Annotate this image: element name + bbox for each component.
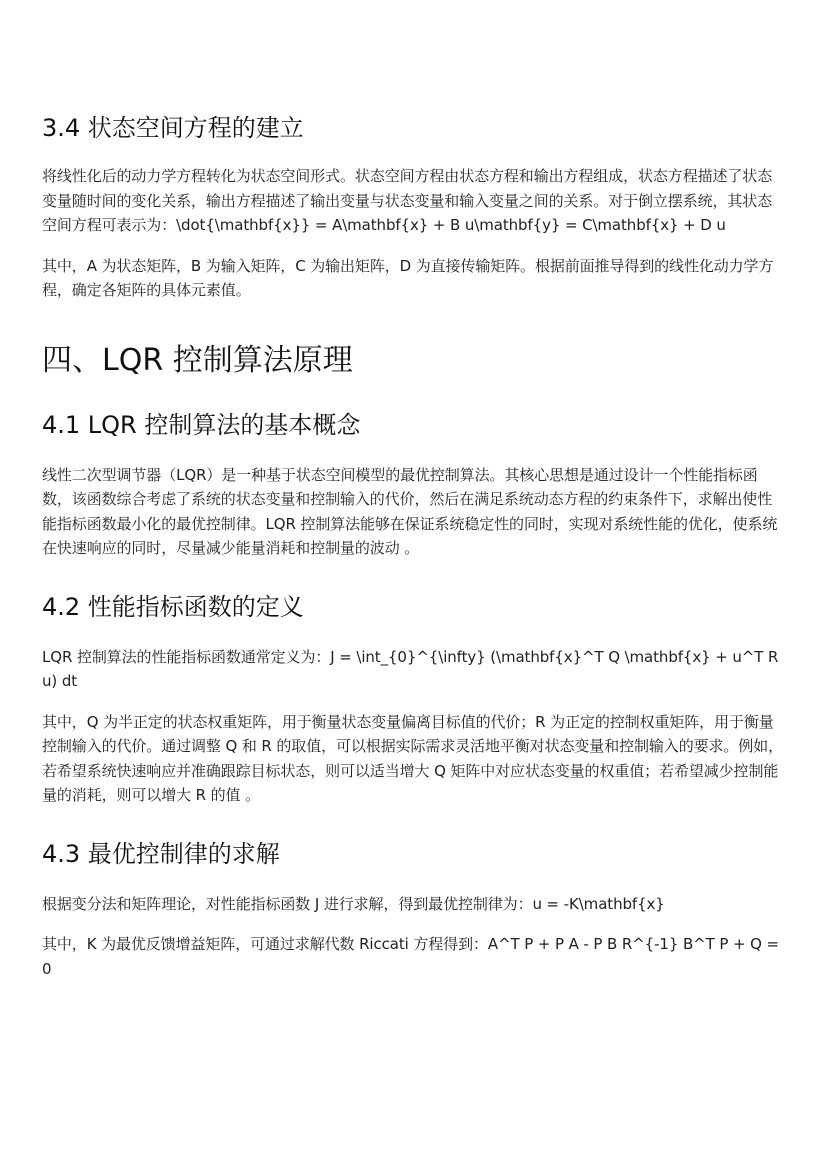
paragraph-riccati-equation: 其中，K 为最优反馈增益矩阵，可通过求解代数 Riccati 方程得到：A^T P + P A - P B R^{-1} B^T P + Q = 0 — [42, 935, 779, 978]
paragraph-cost-function: LQR 控制算法的性能指标函数通常定义为：J = \int_{0}^{\infty} (\mathbf{x}^T Q \mathbf{x} + u^T R u) dt — [42, 647, 779, 690]
section-heading-4-3: 4.3 最优控制律的求解 — [42, 839, 280, 868]
section-heading-4-2: 4.2 性能指标函数的定义 — [42, 592, 304, 621]
paragraph-matrix-definitions: 其中，A 为状态矩阵，B 为输入矩阵，C 为输出矩阵，D 为直接传输矩阵。根据前面推导得到的线性化动力学方程，确定各矩阵的具体元素值。 — [42, 256, 774, 299]
paragraph-state-space-intro: 将线性化后的动力学方程转化为状态空间形式。状态空间方程由状态方程和输出方程组成，状态方程描述了状态变量随时间的变化关系，输出方程描述了输出变量与状态变量和输入变量之间的关系。对于倒立摆系统，其状态空间方程可表示为：\dot{\mathbf{x}} = A\mathbf{x} + B u\mathbf{y} = C\mathbf{x} + D u — [42, 167, 773, 234]
paragraph-weight-matrices: 其中，Q 为半正定的状态权重矩阵，用于衡量状态变量偏离目标值的代价；R 为正定的控制权重矩阵，用于衡量控制输入的代价。通过调整 Q 和 R 的取值，可以根据实际需求灵活地平衡对状态变量和控制输入的要求。例如，若希望系统快速响应并准确跟踪目标状态，则可以适当增大 Q 矩阵中对应状态变量的权重值；若希望减少控制能量的消耗，则可以增大 R 的值 。 — [42, 712, 784, 804]
chapter-heading-4: 四、LQR 控制算法原理 — [42, 342, 353, 378]
paragraph-optimal-control-law: 根据变分法和矩阵理论，对性能指标函数 J 进行求解，得到最优控制律为：u = -K\mathbf{x} — [42, 894, 665, 913]
section-heading-4-1: 4.1 LQR 控制算法的基本概念 — [42, 410, 361, 439]
paragraph-lqr-concept: 线性二次型调节器（LQR）是一种基于状态空间模型的最优控制算法。其核心思想是通过设计一个性能指标函数，该函数综合考虑了系统的状态变量和控制输入的代价，然后在满足系统动态方程的约束条件下，求解出使性能指标函数最小化的最优控制律。LQR 控制算法能够在保证系统稳定性的同时，实现对系统性能的优化，使系统在快速响应的同时，尽量减少能量消耗和控制量的波动 。 — [42, 465, 778, 557]
section-heading-3-4: 3.4 状态空间方程的建立 — [42, 114, 304, 142]
